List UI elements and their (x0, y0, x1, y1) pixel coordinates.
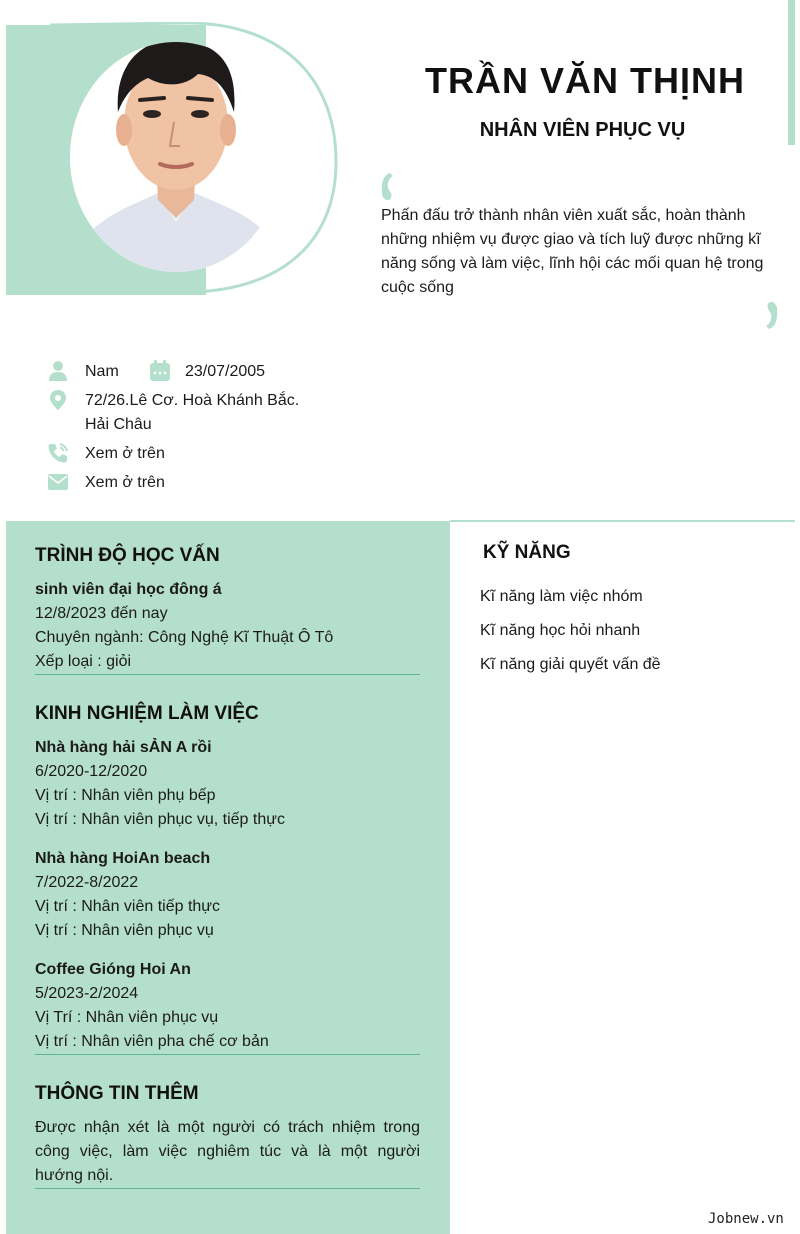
skill-item: Kĩ năng giải quyết vấn đề (480, 656, 661, 673)
candidate-name: TRẦN VĂN THỊNH (425, 60, 745, 101)
skill-item: Kĩ năng học hỏi nhanh (480, 622, 641, 639)
education-heading: TRÌNH ĐỘ HỌC VẤN (35, 545, 220, 566)
birthday-value: 23/07/2005 (185, 363, 266, 380)
quote-open-icon (380, 172, 394, 202)
footer-brand[interactable]: Jobnew.vn (708, 1211, 784, 1227)
job-company: Coffee Gióng Hoi An (35, 961, 191, 978)
additional-info-text: Được nhận xét là một người có trách nhiệm trong công việc, làm việc nghiêm túc và là một người hướng nội. (35, 1119, 420, 1184)
avatar-illustration (70, 42, 282, 272)
skills-heading: KỸ NĂNG (483, 542, 571, 563)
job-title: NHÂN VIÊN PHỤC VỤ (479, 119, 686, 141)
experience-heading: KINH NGHIỆM LÀM VIỆC (35, 703, 259, 724)
calendar-icon (149, 360, 171, 382)
user-icon (47, 360, 69, 382)
education-period: 12/8/2023 đến nay (35, 605, 168, 622)
job-role: Vị trí : Nhân viên phụ bếp (35, 787, 216, 804)
job-role: Vị trí : Nhân viên tiếp thực (35, 898, 221, 915)
address-line-1: 72/26.Lê Cơ. Hoà Khánh Bắc. (85, 392, 300, 409)
phone-icon (47, 442, 69, 464)
quote-close-icon (765, 300, 779, 330)
email-value[interactable]: Xem ở trên (85, 474, 165, 491)
section-divider (450, 520, 795, 522)
job-role: Vị Trí : Nhân viên phục vụ (35, 1009, 219, 1026)
location-pin-icon (47, 389, 69, 411)
envelope-icon (47, 471, 69, 493)
divider (35, 674, 420, 675)
address-line-2: Hải Châu (85, 416, 152, 433)
job-company: Nhà hàng HoiAn beach (35, 850, 211, 867)
job-company: Nhà hàng hải sẢN A rồi (35, 739, 212, 756)
skill-item: Kĩ năng làm việc nhóm (480, 588, 643, 605)
gender-value: Nam (85, 363, 119, 380)
phone-value[interactable]: Xem ở trên (85, 445, 165, 462)
additional-info-heading: THÔNG TIN THÊM (35, 1083, 199, 1104)
job-period: 7/2022-8/2022 (35, 874, 139, 891)
profile-photo (70, 42, 282, 272)
career-objective: Phấn đấu trở thành nhân viên xuất sắc, hoàn thành những nhiệm vụ được giao và tích luỹ được những kĩ năng sống và làm việc, lĩnh hội các mối quan hệ trong cuộc sống (381, 207, 764, 296)
job-period: 5/2023-2/2024 (35, 985, 139, 1002)
job-period: 6/2020-12/2020 (35, 763, 148, 780)
divider (35, 1054, 420, 1055)
divider (35, 1188, 420, 1189)
job-role: Vị trí : Nhân viên pha chế cơ bản (35, 1033, 269, 1050)
education-major: Chuyên ngành: Công Nghệ Kĩ Thuật Ô Tô (35, 629, 334, 646)
education-school: sinh viên đại học đông á (35, 581, 222, 598)
job-role: Vị trí : Nhân viên phục vụ (35, 922, 214, 939)
job-role: Vị trí : Nhân viên phục vụ, tiếp thực (35, 811, 285, 828)
education-grade: Xếp loại : giỏi (35, 653, 132, 670)
top-accent-bar (788, 0, 795, 145)
